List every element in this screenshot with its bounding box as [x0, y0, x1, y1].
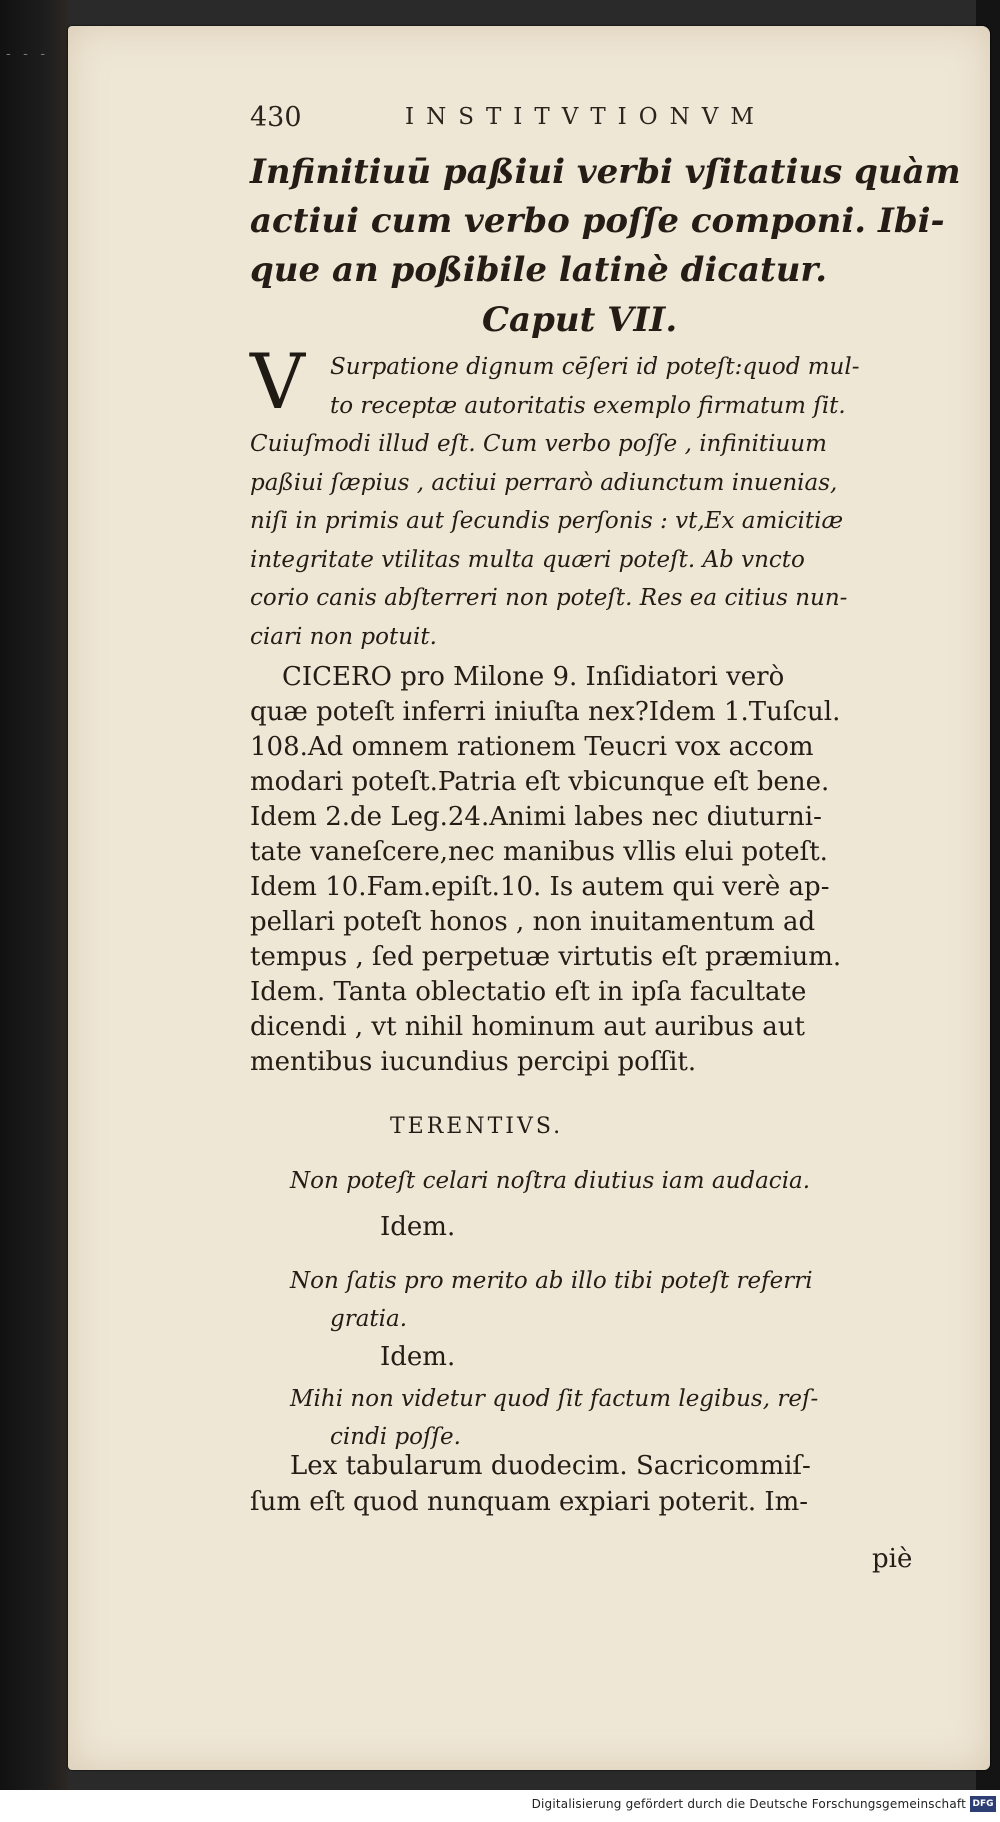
idem-label: Idem. — [380, 1342, 456, 1372]
binding-left — [0, 0, 68, 1790]
quote-line: Mihi non videtur quod ſit factum legibus, reſ- — [290, 1386, 819, 1412]
quote-line: cindi poſſe. — [330, 1424, 461, 1450]
text-line: dicendi , vt nihil hominum aut auribus aut — [250, 1012, 805, 1042]
chapter-heading — [250, 148, 961, 295]
page-header — [250, 102, 810, 142]
text-line: quæ poteſt inferri iniuſta nex?Idem 1.Tuſcul. — [250, 697, 841, 727]
heading-line: Infinitiuū paßiui verbi vſitatius quàm — [250, 152, 961, 192]
funding-notice: Digitalisierung gefördert durch die Deutsche Forschungsgemeinschaft — [531, 1797, 966, 1811]
text-line: niſi in primis aut ſecundis perſonis : vt,Ex amicitiæ — [250, 508, 844, 534]
heading-line: actiui cum verbo poſſe componi. Ibi- — [250, 201, 945, 241]
text-line: pellari poteſt honos , non inuitamentum ad — [250, 907, 816, 937]
quotation: Non poteſt celari noſtra diutius iam audacia. — [290, 1168, 811, 1194]
text-line: modari poteſt.Patria eſt vbicunque eſt bene. — [250, 767, 830, 797]
heading-line: que an poßibile latinè dicatur. — [250, 250, 828, 290]
drop-capital: V — [250, 337, 305, 426]
text-line: ciari non potuit. — [250, 623, 437, 650]
text-line: paßiui ſæpius , actiui perrarò adiunctum inuenias, — [250, 469, 838, 496]
binding-stitches: - - - — [6, 46, 50, 62]
quotation — [290, 1262, 813, 1338]
text-line: Idem. Tanta oblectatio eſt in ipſa facultate — [250, 977, 807, 1007]
text-line: integritate vtilitas multa quæri poteſt. Ab vncto — [250, 546, 805, 573]
text-line: Cuiuſmodi illud eſt. Cum verbo poſſe , infinitiuum — [250, 431, 827, 457]
chapter-number: Caput VII. — [482, 300, 678, 340]
page-number: 430 — [250, 102, 302, 133]
text-line: ſum eſt quod nunquam expiari poterit. Im- — [250, 1487, 809, 1517]
text-line: Idem 2.de Leg.24.Animi labes nec diuturni- — [250, 802, 822, 832]
text-line: Lex tabularum duodecim. Sacricommiſ- — [290, 1451, 811, 1481]
idem-label: Idem. — [380, 1212, 456, 1242]
quote-line: gratia. — [330, 1306, 408, 1332]
text-line: Idem 10.Fam.epiſt.10. Is autem qui verè ap- — [250, 872, 830, 902]
text-line: corio canis abſterreri non poteſt. Res ea citius nun- — [250, 585, 848, 611]
text-line: Surpatione dignum cēſeri id poteſt:quod mul- — [330, 354, 860, 380]
final-paragraph — [250, 1448, 920, 1520]
quotation — [290, 1380, 818, 1456]
text-line: tempus , ſed perpetuæ virtutis eſt præmium. — [250, 942, 842, 972]
italic-paragraph — [250, 348, 920, 656]
text-line: 108.Ad omnem rationem Teucri vox accom — [250, 732, 814, 762]
text-line: CICERO pro Milone 9. Inſidiatori verò — [282, 662, 785, 692]
speaker-name: TERENTIVS. — [390, 1114, 564, 1139]
text-line: to receptæ autoritatis exemplo firmatum ſit. — [330, 392, 846, 419]
catchword: piè — [872, 1544, 913, 1574]
roman-paragraph — [250, 660, 920, 1080]
dfg-logo: DFG — [970, 1796, 996, 1812]
text-line: mentibus iucundius percipi poſſit. — [250, 1047, 697, 1077]
running-head: INSTITVTIONVM — [405, 104, 766, 130]
text-line: tate vaneſcere,nec manibus vllis elui poteſt. — [250, 837, 828, 867]
quote-line: Non ſatis pro merito ab illo tibi poteſt referri — [290, 1268, 813, 1294]
